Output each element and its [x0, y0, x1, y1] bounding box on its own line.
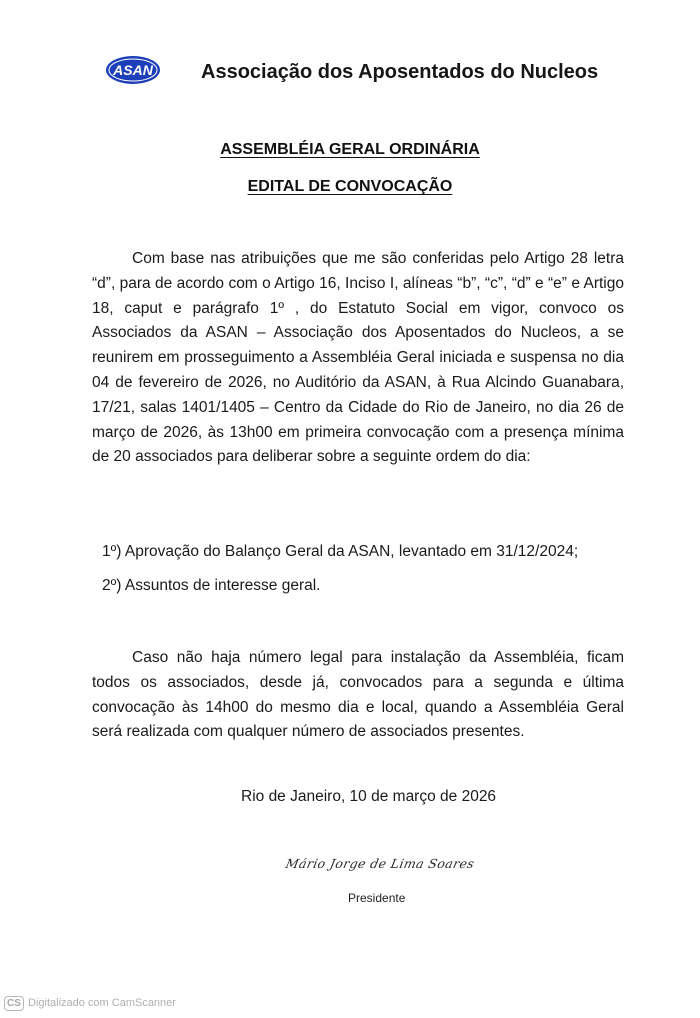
letterhead: [104, 52, 624, 92]
place-and-date: Rio de Janeiro, 10 de março de 2026: [241, 788, 497, 805]
watermark-text: Digitalizado com CamScanner: [28, 997, 176, 1009]
document-subtitle: EDITAL DE CONVOCAÇÃO: [247, 178, 453, 195]
camscanner-icon: CS: [4, 996, 24, 1011]
organization-name: Associação dos Aposentados do Nucleos: [201, 61, 599, 83]
agenda-item-2: 2º) Assuntos de interesse geral.: [102, 577, 321, 594]
document-title: ASSEMBLÉIA GERAL ORDINÁRIA: [220, 141, 480, 158]
convocation-text: Com base nas atribuições que me são conferidas pelo Artigo 28 letra “d”, para de acordo com o Artigo 16, Inciso I, alíneas “b”, “c”, “d” e “e” e Artigo 18, caput e parágrafo 1º , do Estatuto Social em vigor, convoco os Associados da ASAN – Associação dos Aposentados do Nucleos, a se reunirem em prosseguimento a Assembléia Geral iniciada e suspensa no dia 04 de fevereiro de 2026, no Auditório da ASAN, à Rua Alcindo Guanabara, 17/21, salas 1401/1405 – Centro da Cidade do Rio de Janeiro, no dia 26 de março de 2026, às 13h00 em primeira convocação com a presença mínima de 20 associados para deliberar sobre a seguinte ordem do dia:: [92, 250, 624, 466]
signatory-role: Presidente: [348, 891, 406, 905]
logo-text: ASAN: [113, 62, 153, 78]
asan-logo: [104, 54, 162, 86]
convocation-paragraph: [92, 247, 624, 470]
second-call-text: Caso não haja número legal para instalação da Assembléia, ficam todos os associados, desde já, convocados para a segunda e última convocação às 14h00 do mesmo dia e local, quando a Assembléia Geral será realizada com qualquer número de associados presentes.: [92, 649, 624, 741]
agenda-item-1: 1º) Aprovação do Balanço Geral da ASAN, levantado em 31/12/2024;: [102, 543, 579, 560]
signature: Mário Jorge de Lima Soares: [284, 856, 476, 871]
second-call-paragraph: [92, 646, 624, 745]
scanner-watermark: [4, 994, 176, 1012]
